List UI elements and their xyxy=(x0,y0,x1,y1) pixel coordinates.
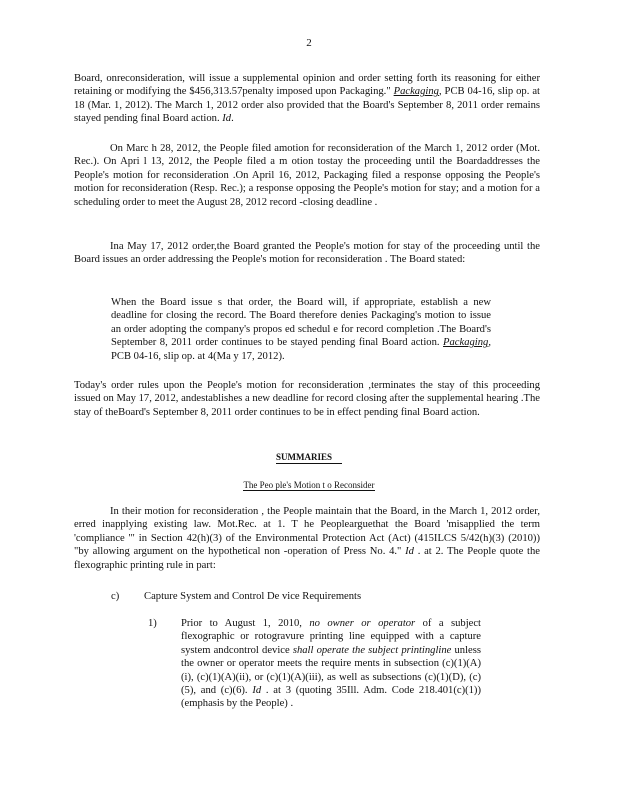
block-quote xyxy=(111,296,491,363)
list-item-label-1: 1) xyxy=(148,618,157,629)
paragraph-text: Today's order rules upon the People's motion for reconsideration ,terminates the stay of this proceeding issued on May 17, 2012, andestablishes a new deadline for record closing after the supplemental hearing .The stay of theBoard's September 8, 2011 order continues to be in effect pending final Board action. xyxy=(74,380,540,418)
paragraph-text: On Marc h 28, 2012, the People filed amotion for reconsideration of the March 1, 2012 order (Mot. Rec.). On Apri l 13, 2012, the People filed a m otion tostay the proceeding until the Boardaddresses the People's motion for reconsideration .On April 16, 2012, Packaging filed a response opposing the People's motion for reconsideration (Resp. Rec.); a response opposing the People's motion for stay; and a motion for a scheduling order to meet the August 28, 2012 record -closing deadline . xyxy=(74,143,540,208)
case-name: Packaging xyxy=(443,337,489,349)
paragraph-people-motion xyxy=(74,142,540,209)
paragraph-may-order xyxy=(74,240,540,267)
section-subheading xyxy=(0,479,618,492)
section-heading xyxy=(0,451,618,464)
citation-id: Id xyxy=(222,113,232,125)
paragraph-text: , PCB 04-16, slip op. at 18 (Mar. 1, 2012). The March 1, 2012 order also provided that the Board's September 8, 2011 order remains stayed pending final Board action. xyxy=(74,86,540,125)
paragraph-text: In their motion for reconsideration , the People maintain that the Board, in the March 1, 2012 order, erred inapplying existing law. Mot.Rec. at 1. T he Peoplearguethat the Board 'misapplied the term 'compliance '" in Section 42(h)(3) of the Environmental Protection Act (Act) (415ILCS 5/42(h)(3) (2010)) "by allowing argument on the hypothetical non -operation of Press No. 4." xyxy=(74,506,540,558)
citation-id: Id xyxy=(252,685,262,697)
list-item-text xyxy=(181,617,481,711)
item-text: unless the owner or operator meets the require ments in subsection (c)(1)(A)(i), (c)(1)(A)(ii), or (c)(1)(A)(iii), as well as subsections (c)(1)(D), (c)(5), and (c)(6). xyxy=(181,644,481,697)
citation-id: Id xyxy=(405,546,414,558)
paragraph-board-reconsideration xyxy=(74,72,540,126)
paragraph-text: Ina May 17, 2012 order,the Board granted the People's motion for stay of the proceeding until the Board issues an order addressing the People's motion for reconsideration . The Board stated: xyxy=(74,241,540,266)
paragraph-text: Board, onreconsideration, will issue a supplemental opinion and order setting forth its reasoning for either retaining or modifying the $456,313.57penalty imposed upon Packaging." xyxy=(74,73,540,98)
item-emphasis: shall operate the subject printingline xyxy=(292,644,452,656)
list-title: Capture System and Control De vice Requirements xyxy=(144,591,362,602)
item-text: Prior to August 1, 2010, xyxy=(181,618,310,629)
list-label-c: c) xyxy=(111,591,120,602)
item-emphasis: no owner or operator xyxy=(309,618,416,629)
case-name: Packaging xyxy=(393,86,439,98)
paragraph-text: . at 2. The People quote the flexographic printing rule in part: xyxy=(74,546,540,571)
paragraph-people-argue xyxy=(74,505,540,572)
item-text: of a subject flexographic or rotogravure printing line equipped with a capture system andcontrol device xyxy=(181,618,481,656)
page-number: 2 xyxy=(306,37,312,49)
quote-text: , PCB 04-16, slip op. at 4(Ma y 17, 2012). xyxy=(111,337,491,362)
item-text: . at 3 (quoting 35Ill. Adm. Code 218.401(c)(1)) (emphasis by the People) . xyxy=(181,685,481,710)
subheading-text: The Peo ple's Motion t o Reconsider xyxy=(243,480,375,490)
paragraph-todays-order xyxy=(74,379,540,419)
quote-text: When the Board issue s that order, the Board will, if appropriate, establish a new deadline for closing the record. The Board therefore denies Packaging's motion to issue an order adopting the company's propos ed schedul e for record completion .The Board's September 8, 2011 order continues to be stayed pending final Board action. xyxy=(111,297,491,349)
paragraph-end: . xyxy=(231,113,234,125)
heading-text: SUMMARIES xyxy=(276,452,342,464)
